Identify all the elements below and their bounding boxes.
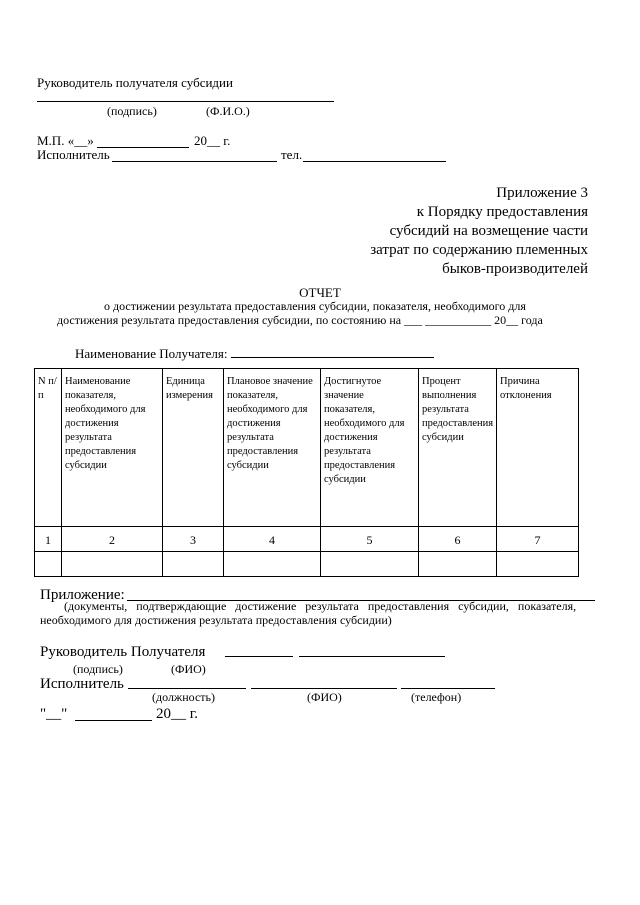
position-caption: (должность): [152, 690, 215, 704]
col-header: Достигнутое значение показателя, необходимого для достижения результата предоставления субсидии: [321, 369, 419, 527]
col-number: 1: [35, 527, 62, 552]
head-recipient-label: Руководитель Получателя: [40, 644, 206, 660]
mp-date: М.П. «__»: [37, 133, 94, 148]
appendix-line: Приложение 3: [496, 185, 588, 201]
appendix-line: затрат по содержанию племенных: [370, 242, 588, 258]
col-number: 3: [163, 527, 224, 552]
appendix-line: субсидий на возмещение части: [389, 223, 588, 239]
executor-line: [112, 161, 277, 162]
recipient-label: Наименование Получателя:: [75, 346, 228, 361]
report-table: [34, 368, 579, 577]
fio-caption: (Ф.И.О.): [206, 104, 250, 118]
col-number: 7: [497, 527, 579, 552]
table-cell: [163, 552, 224, 577]
table-header-row: [35, 369, 579, 527]
head-signature-line: [225, 656, 293, 657]
phone-label: тел.: [281, 147, 303, 162]
date-quote: "__": [40, 706, 68, 722]
head-fio-line: [299, 656, 445, 657]
col-header: Наименование показателя, необходимого для достижения результата предоставления субсидии: [62, 369, 163, 527]
appendix-block: [370, 184, 588, 279]
bottom-year: 20__ г.: [156, 706, 198, 722]
table-row: [35, 552, 579, 577]
table-cell: [419, 552, 497, 577]
attachment-label: Приложение:: [40, 587, 125, 603]
col-header: Процент выполнения результата предоставления субсидии: [419, 369, 497, 527]
signature-line: [37, 101, 334, 102]
table-cell: [35, 552, 62, 577]
signature-caption: (подпись): [107, 104, 157, 118]
date-line: [97, 147, 189, 148]
appendix-line: быков-производителей: [442, 261, 588, 277]
col-header: Причина отклонения: [497, 369, 579, 527]
head-label: Руководитель получателя субсидии: [37, 75, 233, 90]
executor-phone-line: [401, 688, 495, 689]
col-number: 2: [62, 527, 163, 552]
year-text: 20__ г.: [194, 133, 231, 148]
table-cell: [497, 552, 579, 577]
table-cell: [321, 552, 419, 577]
report-subtitle-line2: достижения результата предоставления субсидии, по состоянию на ___ ___________ 20__ года: [57, 313, 543, 327]
report-subtitle-line1: о достижении результата предоставления субсидии, показателя, необходимого для: [104, 299, 526, 313]
phone-caption: (телефон): [411, 690, 462, 704]
executor-fio-line: [251, 688, 397, 689]
col-header: Единица измерения: [163, 369, 224, 527]
head-fio-caption: (ФИО): [171, 662, 206, 676]
table-number-row: [35, 527, 579, 552]
attachment-note-line1: (документы, подтверждающие достижение результата предоставления субсидии, показателя,: [64, 599, 577, 613]
executor-label-bottom: Исполнитель: [40, 676, 124, 692]
executor-label: Исполнитель: [37, 147, 110, 162]
col-number: 5: [321, 527, 419, 552]
report-title: ОТЧЕТ: [299, 285, 341, 300]
col-number: 4: [224, 527, 321, 552]
col-header: Плановое значение показателя, необходимого для достижения результата предоставления субсидии: [224, 369, 321, 527]
position-line: [128, 688, 246, 689]
head-signature-caption: (подпись): [73, 662, 123, 676]
bottom-date-line: [75, 720, 152, 721]
table-cell: [62, 552, 163, 577]
col-header: N п/п: [35, 369, 62, 527]
phone-line: [303, 161, 446, 162]
executor-fio-caption: (ФИО): [307, 690, 342, 704]
table-cell: [224, 552, 321, 577]
appendix-line: к Порядку предоставления: [416, 204, 588, 220]
attachment-note-line2: необходимого для достижения результата предоставления субсидии): [40, 613, 392, 627]
recipient-line: [231, 357, 434, 358]
col-number: 6: [419, 527, 497, 552]
